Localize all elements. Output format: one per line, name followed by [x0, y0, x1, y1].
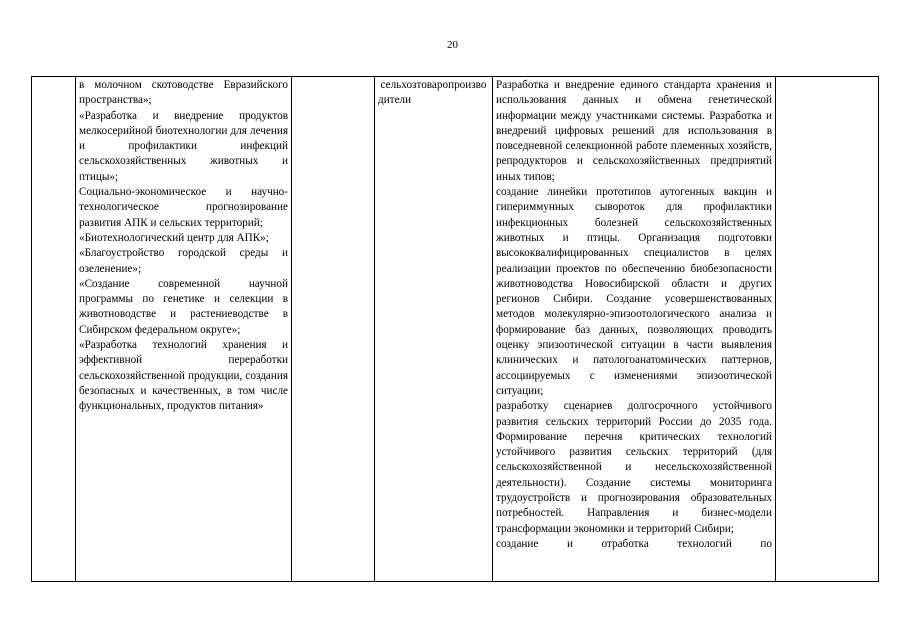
cell-paragraph: «Разработка технологий хранения и эффективной переработки сельскохозяйственной продукции, создания безопасных и качественных, в том числе функциональных, продуктов питания»: [79, 339, 288, 413]
table-cell-col-6: [776, 77, 879, 582]
cell-paragraph: разработку сценариев долгосрочного устойчивого развития сельских территорий России до 2035 года. Формирование перечня критических технологий устойчивого развития сельских территорий (для сельскохозяйственной и несельскохозяйственной деятельности). Создание системы мониторинга трудоустройств и прогнозирования образовательных потребностей. Направления и бизнес-модели трансформации экономики и территорий Сибири;: [496, 400, 772, 535]
cell-paragraph: «Благоустройство городской среды и озеленение»;: [79, 247, 288, 275]
cell-paragraph: создание линейки прототипов аутогенных вакцин и гипериммунных сывороток для профилактики инфекционных болезней сельскохозяйственных животных и птицы. Организация подготовки высококвалифицированных специалистов в целях реализации проектов по обеспечению биобезопасности животноводства Новосибирской области и других регионов Сибири. Создание усовершенствованных методов молекулярно-эпизоотологического анализа и формирование баз данных, позволяющих проводить оценку эпизоотической ситуации в части выявления клинических и патологоанатомических паттернов, ассоциируемых с изменениями эпизоотической ситуации;: [496, 186, 772, 397]
cell-paragraph: «Биотехнологический центр для АПК»;: [79, 231, 269, 244]
cell-paragraph: «Создание современной научной программы по генетике и селекции в животноводстве и растениеводстве в Сибирском федеральном округе»;: [79, 277, 288, 336]
cell-paragraph: Разработка и внедрение единого стандарта хранения и использования данных и обмена генетической информации между участниками системы. Разработка и внедрений цифровых решений для использования в повседневной селекционной работе племенных хозяйств, репродукторов и сельскохозяйственных предприятий иных типов;: [496, 79, 772, 183]
page-number: 20: [447, 39, 458, 51]
cell-paragraph: создание и отработка технологий по: [496, 537, 772, 550]
table-cell-col-1: [32, 77, 76, 582]
content-table: [31, 76, 879, 582]
cell-paragraph: сельхозтоваропроизводители: [378, 79, 487, 107]
cell-paragraph: в молочном скотоводстве Евразийского пространства»;: [79, 79, 288, 107]
table-cell-col-2: [76, 77, 292, 582]
cell-paragraph: Социально-экономическое и научно-технологическое прогнозирование развития АПК и сельских территорий;: [79, 186, 288, 229]
table-cell-col-4: [375, 77, 493, 582]
cell-paragraph: «Разработка и внедрение продуктов мелкосерийной биотехнологии для лечения и профилактики инфекций сельскохозяйственных животных и птицы»;: [79, 109, 288, 183]
table-row: [32, 77, 879, 582]
table-cell-col-3: [292, 77, 375, 582]
table-cell-col-5: [493, 77, 776, 582]
